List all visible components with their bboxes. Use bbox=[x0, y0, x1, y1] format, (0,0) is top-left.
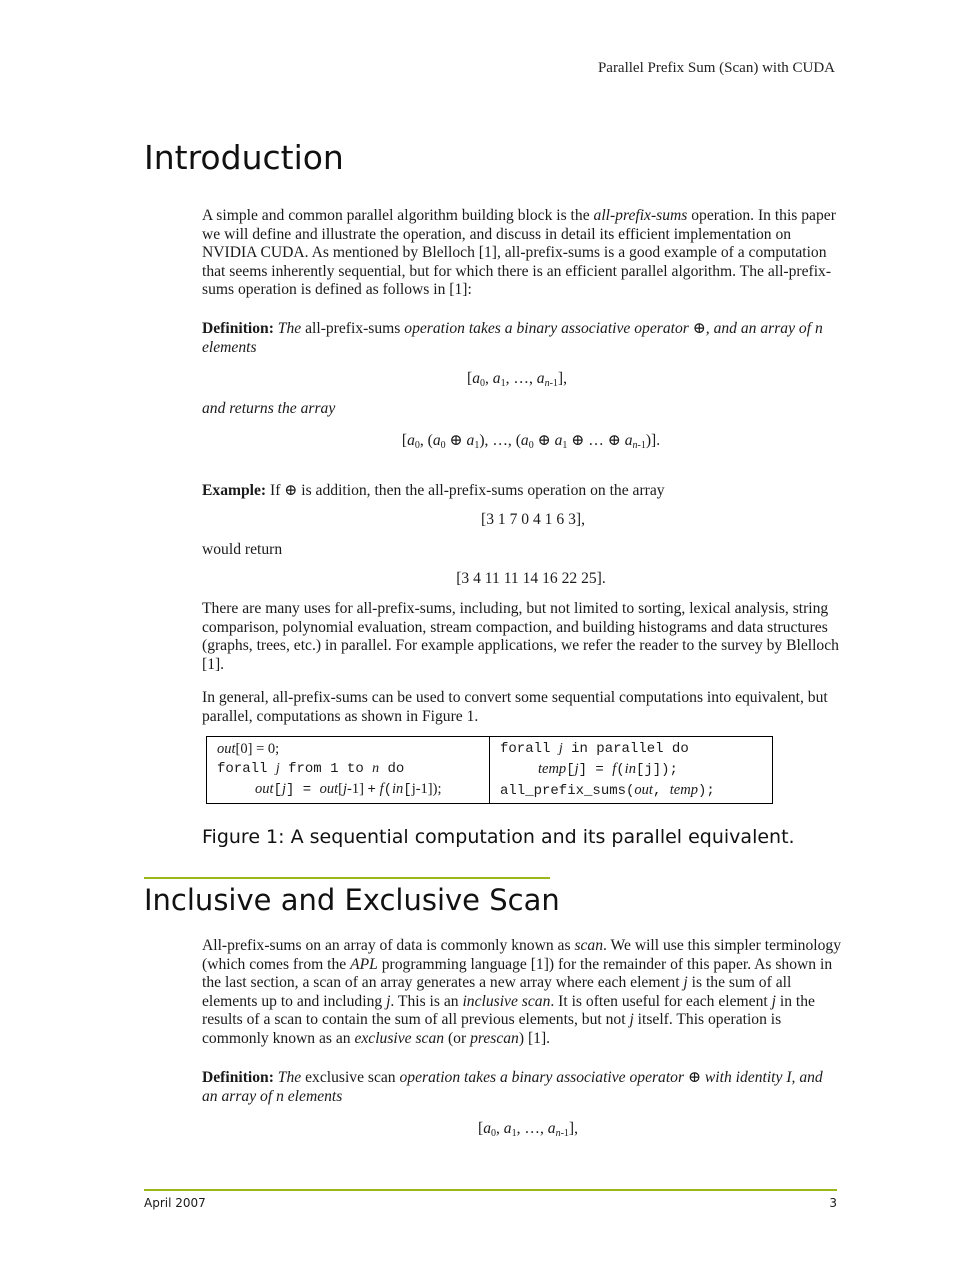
intro-paragraph: A simple and common parallel algorithm building block is the all-prefix-sums operation. In this paper we will define and illustrate the operation, and discuss in detail its efficient implementation on NVIDIA CUDA. As mentioned by Blelloch [1], all-prefix-sums is a good example of a computation that seems inherently sequential, but for which there is an efficient parallel algorithm. The all-prefix-sums operation is defined as follows in [1]: bbox=[202, 207, 836, 299]
footer-date: April 2007 bbox=[144, 1196, 206, 1210]
general-paragraph: In general, all-prefix-sums can be used to convert some sequential computations into equivalent, but parallel, computations as shown in Figure 1. bbox=[202, 689, 828, 725]
sequential-code bbox=[207, 737, 490, 804]
seq-line-1: out[0] = 0; bbox=[217, 741, 280, 757]
footer-rule bbox=[144, 1189, 837, 1191]
parallel-code bbox=[490, 737, 773, 804]
example-input-array: [3 1 7 0 4 1 6 3], bbox=[481, 511, 585, 528]
section-heading-scan: Inclusive and Exclusive Scan bbox=[144, 883, 560, 917]
definition-result-array: [$a_0$, ($a_0$ ⊕ $a_1$), …, ($a_0$ ⊕ $a_1$ ⊕ … ⊕ $a_{n-1}$)]. bbox=[401, 432, 661, 451]
page-number: 3 bbox=[829, 1196, 837, 1210]
exclusive-input-array: [$a_0$, $a_1$, …, $a_{n-1}$], bbox=[477, 1120, 578, 1139]
would-return-text: would return bbox=[202, 541, 283, 558]
figure-1-code-table bbox=[206, 736, 773, 804]
par-line-2: temp[j] = f(in[j]); bbox=[538, 761, 678, 778]
definition-paragraph: Definition: The all-prefix-sums operation takes a binary associative operator ⊕, and an array of n elements bbox=[202, 320, 823, 356]
running-header: Parallel Prefix Sum (Scan) with CUDA bbox=[597, 60, 835, 76]
section-rule bbox=[144, 877, 550, 879]
definition-input-array: [$a_0$, $a_1$, …, $a_{n-1}$], bbox=[466, 370, 567, 389]
returns-text: and returns the array bbox=[202, 400, 336, 417]
seq-line-2: forall j from 1 to n do bbox=[217, 761, 405, 777]
scan-paragraph: All-prefix-sums on an array of data is commonly known as scan. We will use this simpler terminology (which comes from the APL programming language [1]) for the remainder of this paper. As shown in the last section, a scan of an array generates a new array where each element j is the sum of all elements up to and including j. This is an inclusive scan. It is often useful for each element j in the results of a scan to contain the sum of all previous elements, but not j itself. This operation is commonly known as an exclusive scan (or prescan) [1]. bbox=[202, 937, 842, 1047]
figure-1-caption: Figure 1: A sequential computation and its parallel equivalent. bbox=[202, 826, 795, 848]
exclusive-definition-paragraph: Definition: The exclusive scan operation takes a binary associative operator ⊕ with identity I, and an array of n elements bbox=[202, 1069, 823, 1105]
par-line-3: all_prefix_sums(out, temp); bbox=[500, 782, 715, 799]
seq-line-3: out[j] = out[j-1] + f(in[j-1]); bbox=[255, 781, 442, 798]
example-output-array: [3 4 11 11 14 16 22 25]. bbox=[456, 570, 606, 587]
par-line-1: forall j in parallel do bbox=[500, 741, 689, 757]
example-paragraph: Example: If ⊕ is addition, then the all-prefix-sums operation on the array bbox=[202, 482, 665, 499]
section-heading-introduction: Introduction bbox=[144, 138, 344, 177]
uses-paragraph: There are many uses for all-prefix-sums, including, but not limited to sorting, lexical analysis, string comparison, polynomial evaluation, stream compaction, and building histograms and data structures (graphs, trees, etc.) in parallel. For example applications, we refer the reader to the survey by Blelloch [1]. bbox=[202, 600, 839, 673]
